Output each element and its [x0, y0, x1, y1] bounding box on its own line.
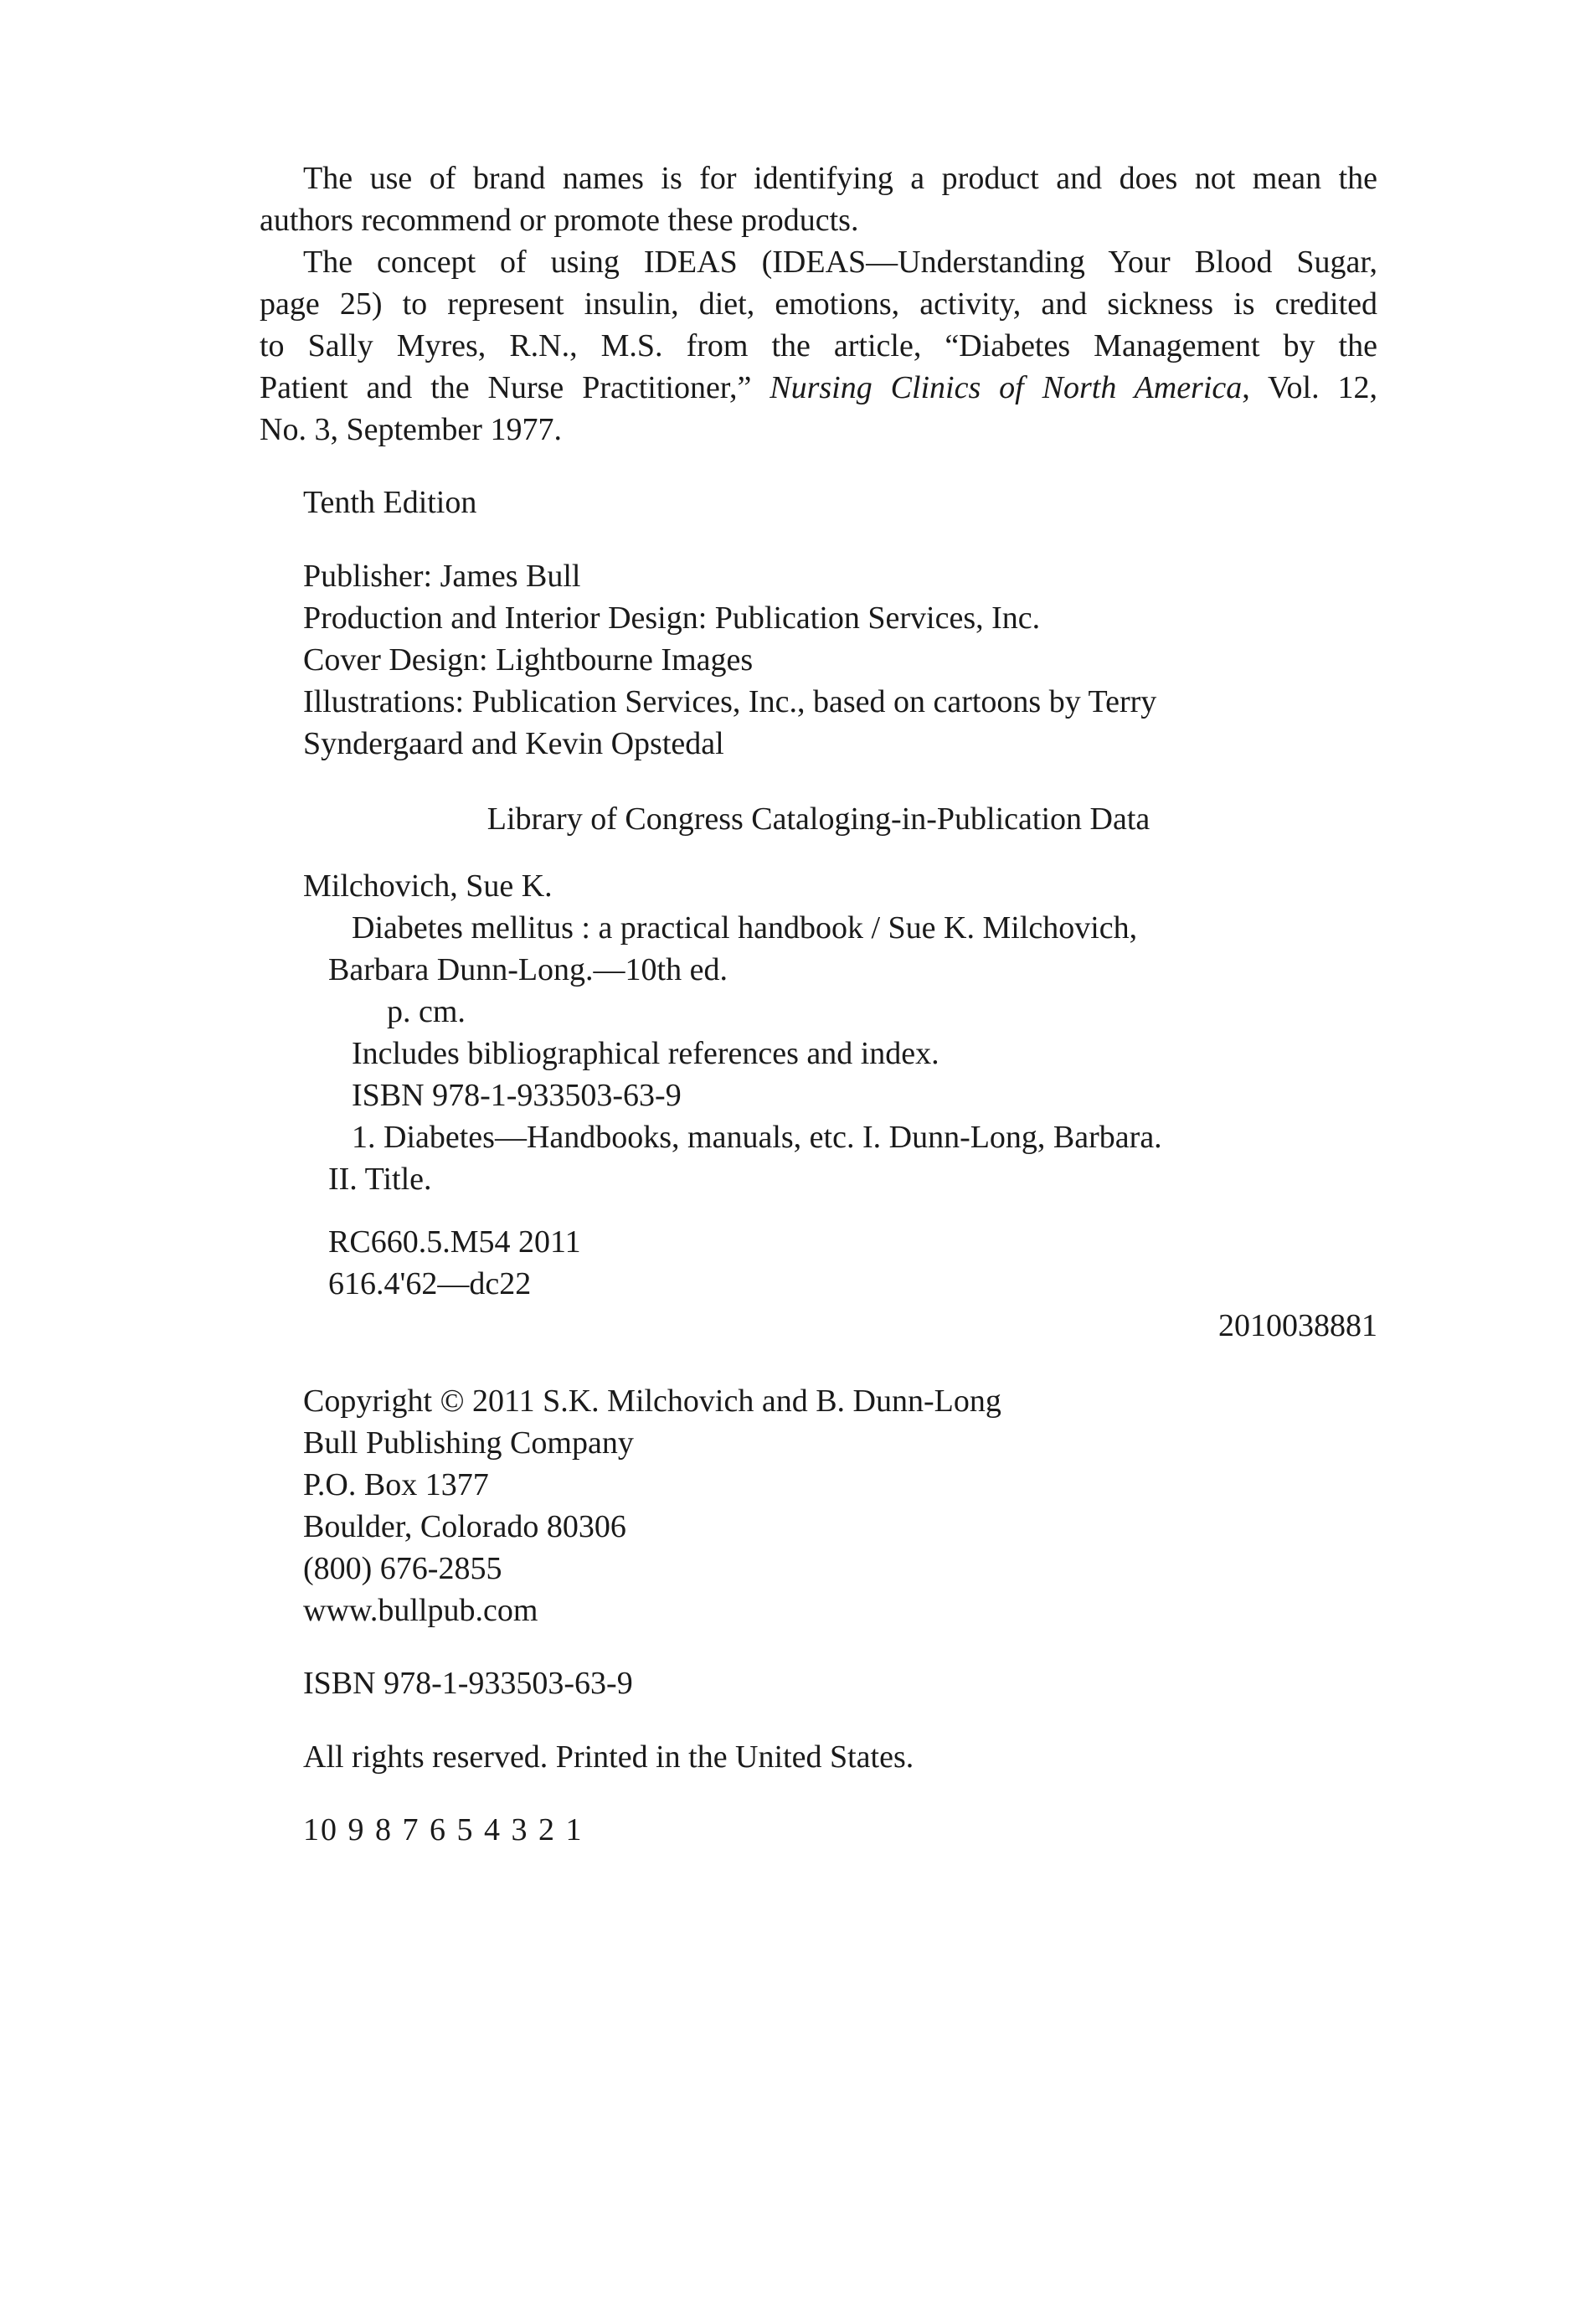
- publisher-phone: (800) 676-2855: [303, 1551, 502, 1586]
- cip-isbn: ISBN 978-1-933503-63-9: [352, 1078, 682, 1113]
- credit-production: Production and Interior Design: Publication Services, Inc.: [303, 600, 1041, 636]
- cip-lccn: 2010038881: [1218, 1308, 1377, 1343]
- rights-statement: All rights reserved. Printed in the United States.: [303, 1739, 914, 1775]
- cip-notes: Includes bibliographical references and index.: [352, 1036, 939, 1071]
- cip-subjects-cont: II. Title.: [328, 1162, 432, 1197]
- notice-line: authors recommend or promote these products.: [260, 203, 859, 238]
- credit-illustrations: Illustrations: Publication Services, Inc., based on cartoons by Terry: [303, 684, 1157, 719]
- cip-author: Milchovich, Sue K.: [303, 868, 553, 904]
- cip-dewey: 616.4'62—dc22: [328, 1266, 532, 1301]
- publisher-city: Boulder, Colorado 80306: [303, 1509, 626, 1544]
- credit-illustrations-cont: Syndergaard and Kevin Opstedal: [303, 726, 724, 761]
- cip-title: Diabetes mellitus : a practical handbook / Sue K. Milchovich,: [352, 910, 1138, 946]
- credit-cover: Cover Design: Lightbourne Images: [303, 642, 754, 678]
- publisher-name: Bull Publishing Company: [303, 1425, 634, 1461]
- concept-line: page 25) to represent insulin, diet, emotions, activity, and sickness is credited: [260, 286, 1377, 322]
- notice-line: The use of brand names is for identifying a product and does not mean the: [303, 161, 1377, 196]
- citation-post: , Vol. 12,: [1242, 370, 1378, 405]
- cip-lc-class: RC660.5.M54 2011: [328, 1224, 581, 1260]
- concept-line-citation: [260, 367, 1377, 409]
- cip-title-cont: Barbara Dunn-Long.—10th ed.: [328, 952, 728, 987]
- credit-publisher: Publisher: James Bull: [303, 559, 581, 594]
- publisher-po-box: P.O. Box 1377: [303, 1467, 489, 1502]
- publisher-website: www.bullpub.com: [303, 1593, 538, 1628]
- isbn: ISBN 978-1-933503-63-9: [303, 1666, 633, 1701]
- concept-line: The concept of using IDEAS (IDEAS—Understanding Your Blood Sugar,: [303, 245, 1377, 280]
- concept-line: No. 3, September 1977.: [260, 412, 562, 447]
- cip-subjects: 1. Diabetes—Handbooks, manuals, etc. I. Dunn-Long, Barbara.: [352, 1120, 1162, 1155]
- journal-title: Nursing Clinics of North America: [770, 370, 1243, 405]
- concept-line: to Sally Myres, R.N., M.S. from the article, “Diabetes Management by the: [260, 328, 1377, 363]
- citation-pre: Patient and the Nurse Practitioner,”: [260, 370, 770, 405]
- cip-physical: p. cm.: [387, 994, 466, 1029]
- cip-heading: Library of Congress Cataloging-in-Publication Data: [486, 801, 1150, 837]
- printing-line: 10 9 8 7 6 5 4 3 2 1: [303, 1812, 584, 1847]
- edition: Tenth Edition: [303, 485, 477, 520]
- copyright: Copyright © 2011 S.K. Milchovich and B. Dunn-Long: [303, 1384, 1001, 1419]
